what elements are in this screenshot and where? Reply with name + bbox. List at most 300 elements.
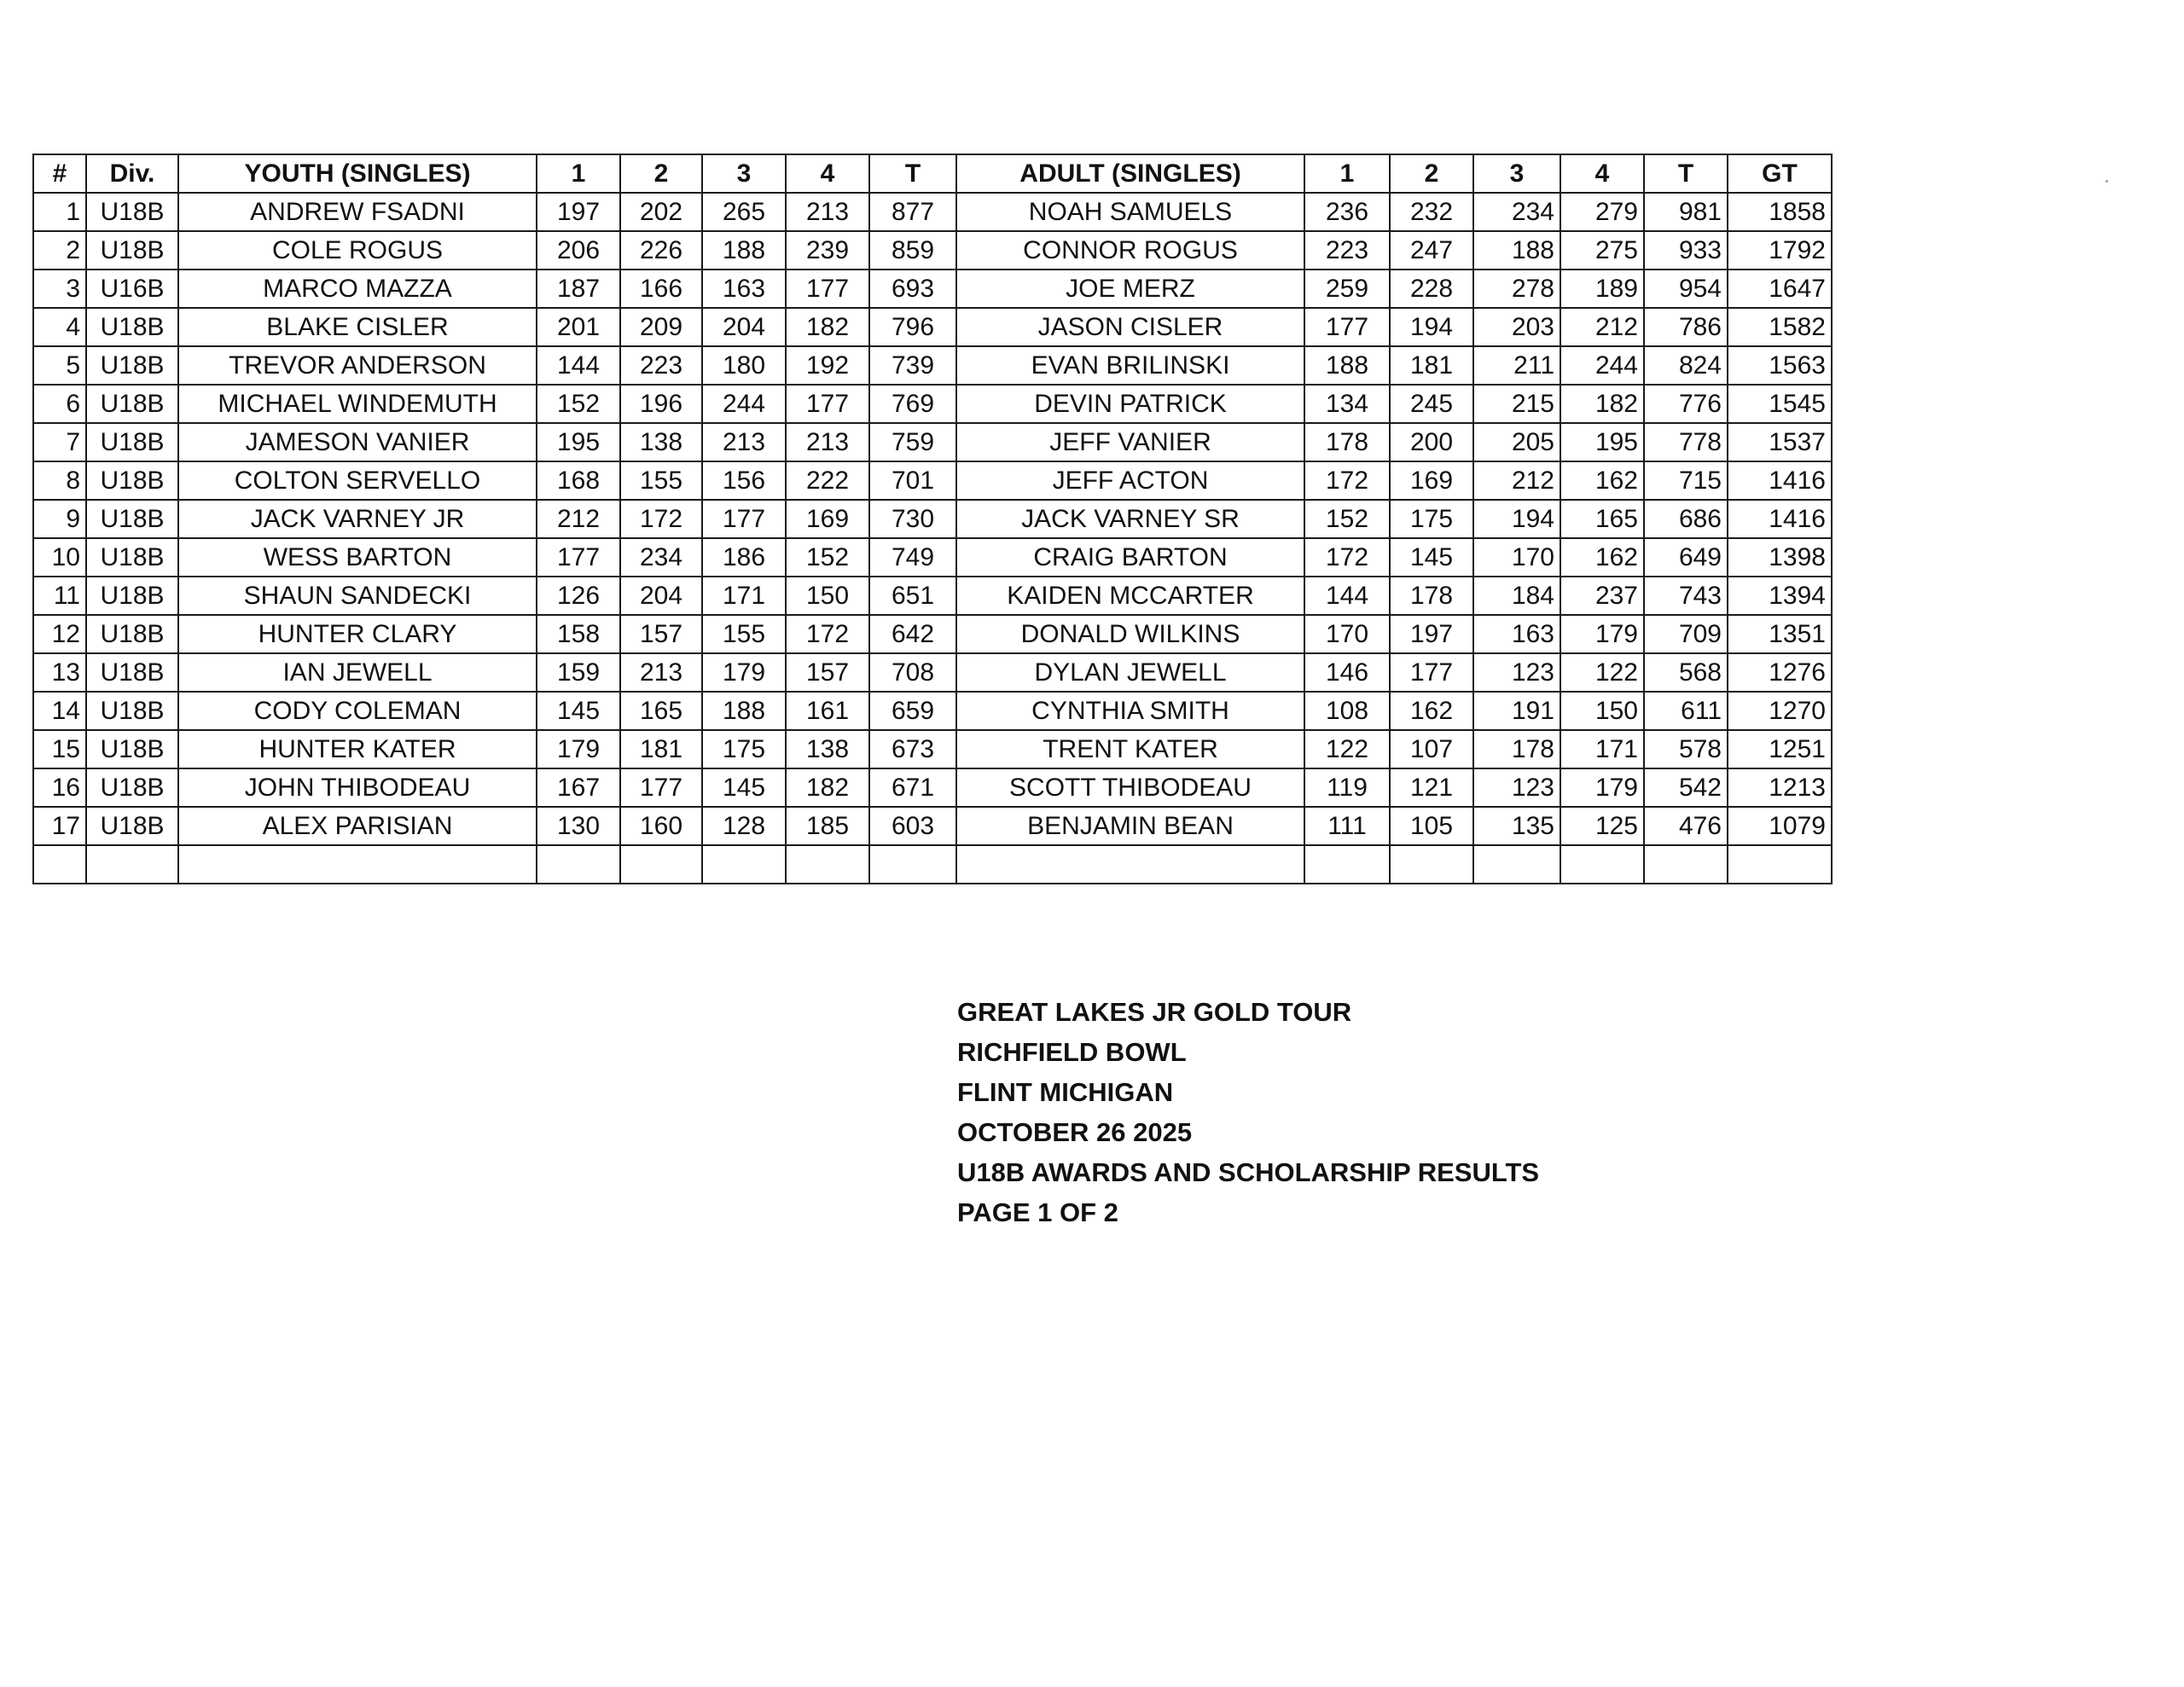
- cell-youth-game-3: 156: [702, 461, 786, 500]
- table-row: [33, 346, 1832, 385]
- cell-youth-game-4: 150: [786, 577, 869, 615]
- cell-adult-game-1: 236: [1304, 193, 1390, 231]
- cell-adult-game-2: 177: [1390, 653, 1473, 692]
- cell-division: U18B: [86, 346, 178, 385]
- cell-adult-name: NOAH SAMUELS: [956, 193, 1304, 231]
- cell-division: U18B: [86, 692, 178, 730]
- cell-youth-total: [869, 845, 956, 884]
- cell-adult-total: 709: [1644, 615, 1728, 653]
- cell-youth-game-1: 197: [537, 193, 620, 231]
- cell-grand-total: 1398: [1728, 538, 1832, 577]
- cell-rank: 10: [33, 538, 86, 577]
- cell-rank: 12: [33, 615, 86, 653]
- cell-adult-game-3: 215: [1473, 385, 1560, 423]
- cell-adult-total: 611: [1644, 692, 1728, 730]
- cell-adult-game-3: 203: [1473, 308, 1560, 346]
- cell-grand-total: 1582: [1728, 308, 1832, 346]
- cell-adult-game-2: 175: [1390, 500, 1473, 538]
- cell-adult-name: JASON CISLER: [956, 308, 1304, 346]
- cell-adult-game-4: 125: [1560, 807, 1644, 845]
- cell-youth-name: MICHAEL WINDEMUTH: [178, 385, 537, 423]
- cell-adult-game-2: 181: [1390, 346, 1473, 385]
- cell-division: U18B: [86, 807, 178, 845]
- cell-youth-game-4: 185: [786, 807, 869, 845]
- cell-youth-game-3: 163: [702, 270, 786, 308]
- cell-adult-game-1: [1304, 845, 1390, 884]
- cell-adult-game-2: 200: [1390, 423, 1473, 461]
- cell-grand-total: 1792: [1728, 231, 1832, 270]
- scan-speck: [2106, 180, 2108, 183]
- table-row: [33, 577, 1832, 615]
- table-row: [33, 615, 1832, 653]
- cell-division: [86, 845, 178, 884]
- cell-youth-game-3: 188: [702, 692, 786, 730]
- cell-youth-game-4: 213: [786, 423, 869, 461]
- cell-adult-total: 824: [1644, 346, 1728, 385]
- cell-adult-game-1: 134: [1304, 385, 1390, 423]
- venue-name: RICHFIELD BOWL: [957, 1037, 1187, 1067]
- cell-youth-name: JOHN THIBODEAU: [178, 768, 537, 807]
- page-number: PAGE 1 OF 2: [957, 1197, 1118, 1227]
- cell-youth-game-1: 201: [537, 308, 620, 346]
- cell-adult-name: DONALD WILKINS: [956, 615, 1304, 653]
- cell-youth-game-1: 179: [537, 730, 620, 768]
- cell-youth-total: 673: [869, 730, 956, 768]
- cell-youth-total: 769: [869, 385, 956, 423]
- cell-youth-game-2: 181: [620, 730, 702, 768]
- cell-youth-total: 659: [869, 692, 956, 730]
- table-row: [33, 500, 1832, 538]
- cell-grand-total: 1351: [1728, 615, 1832, 653]
- cell-youth-game-1: 206: [537, 231, 620, 270]
- cell-youth-game-1: 126: [537, 577, 620, 615]
- cell-grand-total: 1079: [1728, 807, 1832, 845]
- cell-adult-game-1: 178: [1304, 423, 1390, 461]
- cell-adult-game-4: 162: [1560, 538, 1644, 577]
- cell-division: U18B: [86, 461, 178, 500]
- cell-adult-game-1: 144: [1304, 577, 1390, 615]
- cell-division: U18B: [86, 538, 178, 577]
- cell-youth-game-4: 239: [786, 231, 869, 270]
- cell-adult-game-4: [1560, 845, 1644, 884]
- city-name: FLINT MICHIGAN: [957, 1077, 1174, 1107]
- cell-youth-game-1: 145: [537, 692, 620, 730]
- cell-youth-game-3: 145: [702, 768, 786, 807]
- cell-youth-game-2: 209: [620, 308, 702, 346]
- cell-youth-game-2: 202: [620, 193, 702, 231]
- cell-youth-game-2: 157: [620, 615, 702, 653]
- cell-division: U18B: [86, 577, 178, 615]
- cell-youth-name: COLE ROGUS: [178, 231, 537, 270]
- cell-rank: 8: [33, 461, 86, 500]
- cell-youth-name: BLAKE CISLER: [178, 308, 537, 346]
- cell-youth-game-4: 192: [786, 346, 869, 385]
- cell-adult-game-2: 107: [1390, 730, 1473, 768]
- cell-adult-game-1: 146: [1304, 653, 1390, 692]
- cell-youth-game-4: 138: [786, 730, 869, 768]
- cell-grand-total: 1647: [1728, 270, 1832, 308]
- cell-youth-game-3: 213: [702, 423, 786, 461]
- cell-adult-name: CRAIG BARTON: [956, 538, 1304, 577]
- cell-adult-game-1: 152: [1304, 500, 1390, 538]
- cell-division: U18B: [86, 653, 178, 692]
- cell-youth-total: 701: [869, 461, 956, 500]
- cell-youth-total: 796: [869, 308, 956, 346]
- cell-youth-game-3: 186: [702, 538, 786, 577]
- cell-adult-name: CYNTHIA SMITH: [956, 692, 1304, 730]
- cell-adult-game-4: 244: [1560, 346, 1644, 385]
- cell-adult-name: JEFF ACTON: [956, 461, 1304, 500]
- cell-adult-game-2: 228: [1390, 270, 1473, 308]
- cell-adult-game-3: 278: [1473, 270, 1560, 308]
- column-header-grand-total: GT: [1728, 154, 1832, 193]
- cell-rank: 2: [33, 231, 86, 270]
- cell-youth-game-2: 196: [620, 385, 702, 423]
- cell-youth-name: IAN JEWELL: [178, 653, 537, 692]
- cell-youth-game-3: 188: [702, 231, 786, 270]
- cell-adult-total: 542: [1644, 768, 1728, 807]
- cell-youth-game-4: 172: [786, 615, 869, 653]
- cell-youth-name: [178, 845, 537, 884]
- column-header-youth-total: T: [869, 154, 956, 193]
- cell-adult-game-4: 150: [1560, 692, 1644, 730]
- cell-rank: 3: [33, 270, 86, 308]
- cell-adult-game-2: 232: [1390, 193, 1473, 231]
- cell-adult-game-3: 178: [1473, 730, 1560, 768]
- cell-adult-total: 776: [1644, 385, 1728, 423]
- cell-youth-game-4: 182: [786, 308, 869, 346]
- cell-division: U18B: [86, 615, 178, 653]
- cell-adult-total: 715: [1644, 461, 1728, 500]
- column-header-adult-game-3: 3: [1473, 154, 1560, 193]
- cell-youth-game-2: 226: [620, 231, 702, 270]
- cell-youth-game-3: 179: [702, 653, 786, 692]
- cell-adult-game-1: 170: [1304, 615, 1390, 653]
- cell-adult-game-3: 123: [1473, 653, 1560, 692]
- cell-youth-name: ALEX PARISIAN: [178, 807, 537, 845]
- column-header-division: Div.: [86, 154, 178, 193]
- cell-adult-game-1: 259: [1304, 270, 1390, 308]
- cell-youth-game-3: 177: [702, 500, 786, 538]
- cell-rank: 6: [33, 385, 86, 423]
- cell-adult-game-3: 191: [1473, 692, 1560, 730]
- cell-adult-game-4: 179: [1560, 615, 1644, 653]
- table-row: [33, 461, 1832, 500]
- cell-adult-game-2: 247: [1390, 231, 1473, 270]
- cell-youth-game-2: 165: [620, 692, 702, 730]
- column-header-adult-total: T: [1644, 154, 1728, 193]
- cell-adult-name: DYLAN JEWELL: [956, 653, 1304, 692]
- cell-grand-total: 1276: [1728, 653, 1832, 692]
- cell-adult-game-2: [1390, 845, 1473, 884]
- cell-division: U18B: [86, 231, 178, 270]
- cell-youth-game-1: 159: [537, 653, 620, 692]
- cell-youth-game-3: 265: [702, 193, 786, 231]
- cell-youth-total: 749: [869, 538, 956, 577]
- cell-rank: 16: [33, 768, 86, 807]
- cell-adult-total: 981: [1644, 193, 1728, 231]
- cell-adult-game-1: 172: [1304, 461, 1390, 500]
- cell-adult-game-4: 182: [1560, 385, 1644, 423]
- cell-youth-game-1: 187: [537, 270, 620, 308]
- cell-division: U18B: [86, 500, 178, 538]
- column-header-adult-game-4: 4: [1560, 154, 1644, 193]
- cell-adult-game-4: 171: [1560, 730, 1644, 768]
- cell-rank: 7: [33, 423, 86, 461]
- table-row: [33, 845, 1832, 884]
- cell-adult-total: 476: [1644, 807, 1728, 845]
- cell-grand-total: 1416: [1728, 461, 1832, 500]
- cell-grand-total: 1563: [1728, 346, 1832, 385]
- cell-adult-game-3: 212: [1473, 461, 1560, 500]
- cell-adult-game-4: 195: [1560, 423, 1644, 461]
- cell-grand-total: [1728, 845, 1832, 884]
- cell-youth-game-3: [702, 845, 786, 884]
- column-header-adult-name: ADULT (SINGLES): [956, 154, 1304, 193]
- cell-youth-total: 859: [869, 231, 956, 270]
- cell-youth-total: 603: [869, 807, 956, 845]
- cell-adult-name: TRENT KATER: [956, 730, 1304, 768]
- column-header-rank: #: [33, 154, 86, 193]
- column-header-youth-game-1: 1: [537, 154, 620, 193]
- column-header-adult-game-2: 2: [1390, 154, 1473, 193]
- cell-adult-name: CONNOR ROGUS: [956, 231, 1304, 270]
- cell-adult-game-3: 211: [1473, 346, 1560, 385]
- cell-grand-total: 1416: [1728, 500, 1832, 538]
- column-header-youth-name: YOUTH (SINGLES): [178, 154, 537, 193]
- cell-youth-game-2: 155: [620, 461, 702, 500]
- tour-name: GREAT LAKES JR GOLD TOUR: [957, 997, 1352, 1027]
- cell-youth-name: ANDREW FSADNI: [178, 193, 537, 231]
- cell-adult-game-2: 178: [1390, 577, 1473, 615]
- column-header-adult-game-1: 1: [1304, 154, 1390, 193]
- cell-youth-game-1: 130: [537, 807, 620, 845]
- cell-youth-total: 730: [869, 500, 956, 538]
- cell-adult-name: BENJAMIN BEAN: [956, 807, 1304, 845]
- cell-adult-game-2: 121: [1390, 768, 1473, 807]
- cell-adult-game-3: 188: [1473, 231, 1560, 270]
- cell-adult-total: 568: [1644, 653, 1728, 692]
- cell-grand-total: 1251: [1728, 730, 1832, 768]
- cell-adult-game-3: 234: [1473, 193, 1560, 231]
- cell-youth-total: 642: [869, 615, 956, 653]
- cell-adult-game-2: 194: [1390, 308, 1473, 346]
- cell-adult-total: 778: [1644, 423, 1728, 461]
- cell-adult-game-1: 177: [1304, 308, 1390, 346]
- cell-rank: 17: [33, 807, 86, 845]
- cell-youth-game-1: 167: [537, 768, 620, 807]
- cell-youth-game-1: [537, 845, 620, 884]
- cell-grand-total: 1545: [1728, 385, 1832, 423]
- cell-division: U16B: [86, 270, 178, 308]
- cell-youth-game-2: 223: [620, 346, 702, 385]
- cell-adult-name: JOE MERZ: [956, 270, 1304, 308]
- cell-adult-total: 578: [1644, 730, 1728, 768]
- event-date: OCTOBER 26 2025: [957, 1117, 1193, 1147]
- cell-youth-game-4: [786, 845, 869, 884]
- cell-adult-name: SCOTT THIBODEAU: [956, 768, 1304, 807]
- cell-youth-total: 708: [869, 653, 956, 692]
- table-body: [33, 193, 1832, 884]
- cell-adult-game-4: 279: [1560, 193, 1644, 231]
- column-header-youth-game-4: 4: [786, 154, 869, 193]
- cell-rank: 1: [33, 193, 86, 231]
- cell-adult-game-4: 275: [1560, 231, 1644, 270]
- cell-youth-game-1: 177: [537, 538, 620, 577]
- cell-youth-game-2: 213: [620, 653, 702, 692]
- table-row: [33, 730, 1832, 768]
- cell-youth-game-3: 175: [702, 730, 786, 768]
- results-table: [32, 154, 1833, 884]
- column-header-youth-game-2: 2: [620, 154, 702, 193]
- cell-adult-total: 686: [1644, 500, 1728, 538]
- cell-adult-game-3: 205: [1473, 423, 1560, 461]
- cell-adult-game-3: 170: [1473, 538, 1560, 577]
- cell-youth-game-4: 177: [786, 270, 869, 308]
- cell-youth-game-3: 180: [702, 346, 786, 385]
- cell-adult-total: 954: [1644, 270, 1728, 308]
- cell-grand-total: 1270: [1728, 692, 1832, 730]
- cell-adult-game-2: 145: [1390, 538, 1473, 577]
- cell-adult-game-4: 179: [1560, 768, 1644, 807]
- cell-youth-name: HUNTER KATER: [178, 730, 537, 768]
- table-row: [33, 308, 1832, 346]
- cell-youth-name: COLTON SERVELLO: [178, 461, 537, 500]
- table-row: [33, 807, 1832, 845]
- cell-youth-total: 651: [869, 577, 956, 615]
- cell-youth-game-4: 213: [786, 193, 869, 231]
- cell-youth-game-4: 182: [786, 768, 869, 807]
- cell-adult-name: DEVIN PATRICK: [956, 385, 1304, 423]
- cell-adult-game-3: 135: [1473, 807, 1560, 845]
- cell-youth-game-4: 161: [786, 692, 869, 730]
- results-title: U18B AWARDS AND SCHOLARSHIP RESULTS: [957, 1157, 1540, 1187]
- cell-youth-game-3: 244: [702, 385, 786, 423]
- cell-youth-game-2: 160: [620, 807, 702, 845]
- cell-adult-game-1: 119: [1304, 768, 1390, 807]
- cell-adult-total: 786: [1644, 308, 1728, 346]
- cell-adult-name: EVAN BRILINSKI: [956, 346, 1304, 385]
- cell-youth-game-4: 157: [786, 653, 869, 692]
- cell-youth-name: CODY COLEMAN: [178, 692, 537, 730]
- cell-adult-game-4: 165: [1560, 500, 1644, 538]
- cell-adult-game-3: 194: [1473, 500, 1560, 538]
- cell-youth-name: MARCO MAZZA: [178, 270, 537, 308]
- cell-adult-game-4: 162: [1560, 461, 1644, 500]
- cell-grand-total: 1394: [1728, 577, 1832, 615]
- cell-adult-game-2: 162: [1390, 692, 1473, 730]
- cell-youth-game-4: 169: [786, 500, 869, 538]
- cell-youth-game-2: 166: [620, 270, 702, 308]
- cell-rank: 15: [33, 730, 86, 768]
- cell-adult-game-4: 212: [1560, 308, 1644, 346]
- cell-youth-game-4: 177: [786, 385, 869, 423]
- cell-youth-game-1: 152: [537, 385, 620, 423]
- cell-adult-game-1: 223: [1304, 231, 1390, 270]
- cell-youth-game-2: 177: [620, 768, 702, 807]
- cell-adult-total: 933: [1644, 231, 1728, 270]
- cell-rank: 9: [33, 500, 86, 538]
- cell-youth-game-2: 234: [620, 538, 702, 577]
- cell-youth-game-3: 204: [702, 308, 786, 346]
- cell-adult-game-1: 122: [1304, 730, 1390, 768]
- cell-adult-game-1: 188: [1304, 346, 1390, 385]
- cell-youth-game-2: 138: [620, 423, 702, 461]
- cell-division: U18B: [86, 768, 178, 807]
- cell-youth-total: 759: [869, 423, 956, 461]
- table-row: [33, 692, 1832, 730]
- cell-adult-game-1: 108: [1304, 692, 1390, 730]
- cell-adult-game-3: 163: [1473, 615, 1560, 653]
- cell-adult-game-3: 184: [1473, 577, 1560, 615]
- cell-division: U18B: [86, 193, 178, 231]
- cell-adult-total: 649: [1644, 538, 1728, 577]
- cell-division: U18B: [86, 423, 178, 461]
- event-info: [957, 992, 1539, 1232]
- cell-youth-total: 877: [869, 193, 956, 231]
- cell-division: U18B: [86, 385, 178, 423]
- cell-rank: [33, 845, 86, 884]
- cell-adult-game-2: 245: [1390, 385, 1473, 423]
- cell-adult-game-2: 197: [1390, 615, 1473, 653]
- cell-rank: 11: [33, 577, 86, 615]
- cell-youth-game-1: 144: [537, 346, 620, 385]
- cell-adult-game-1: 172: [1304, 538, 1390, 577]
- cell-grand-total: 1213: [1728, 768, 1832, 807]
- cell-youth-game-1: 195: [537, 423, 620, 461]
- cell-youth-game-2: [620, 845, 702, 884]
- cell-adult-name: JACK VARNEY SR: [956, 500, 1304, 538]
- cell-youth-game-3: 128: [702, 807, 786, 845]
- cell-youth-name: SHAUN SANDECKI: [178, 577, 537, 615]
- cell-grand-total: 1537: [1728, 423, 1832, 461]
- table-row: [33, 768, 1832, 807]
- column-header-youth-game-3: 3: [702, 154, 786, 193]
- table-row: [33, 231, 1832, 270]
- cell-adult-name: JEFF VANIER: [956, 423, 1304, 461]
- cell-youth-game-1: 168: [537, 461, 620, 500]
- cell-youth-game-1: 158: [537, 615, 620, 653]
- cell-rank: 14: [33, 692, 86, 730]
- cell-rank: 13: [33, 653, 86, 692]
- table-row: [33, 538, 1832, 577]
- cell-grand-total: 1858: [1728, 193, 1832, 231]
- cell-adult-total: 743: [1644, 577, 1728, 615]
- cell-youth-game-1: 212: [537, 500, 620, 538]
- cell-adult-game-3: 123: [1473, 768, 1560, 807]
- cell-adult-name: [956, 845, 1304, 884]
- cell-adult-game-3: [1473, 845, 1560, 884]
- cell-youth-name: JAMESON VANIER: [178, 423, 537, 461]
- cell-adult-total: [1644, 845, 1728, 884]
- cell-youth-total: 739: [869, 346, 956, 385]
- header-row: [33, 154, 1832, 193]
- cell-division: U18B: [86, 308, 178, 346]
- cell-adult-name: KAIDEN MCCARTER: [956, 577, 1304, 615]
- cell-youth-game-4: 222: [786, 461, 869, 500]
- cell-youth-game-3: 155: [702, 615, 786, 653]
- table-row: [33, 653, 1832, 692]
- cell-youth-game-4: 152: [786, 538, 869, 577]
- cell-youth-name: WESS BARTON: [178, 538, 537, 577]
- table-row: [33, 270, 1832, 308]
- cell-youth-game-2: 172: [620, 500, 702, 538]
- cell-adult-game-4: 189: [1560, 270, 1644, 308]
- table-row: [33, 385, 1832, 423]
- table-row: [33, 423, 1832, 461]
- cell-youth-total: 693: [869, 270, 956, 308]
- cell-youth-name: HUNTER CLARY: [178, 615, 537, 653]
